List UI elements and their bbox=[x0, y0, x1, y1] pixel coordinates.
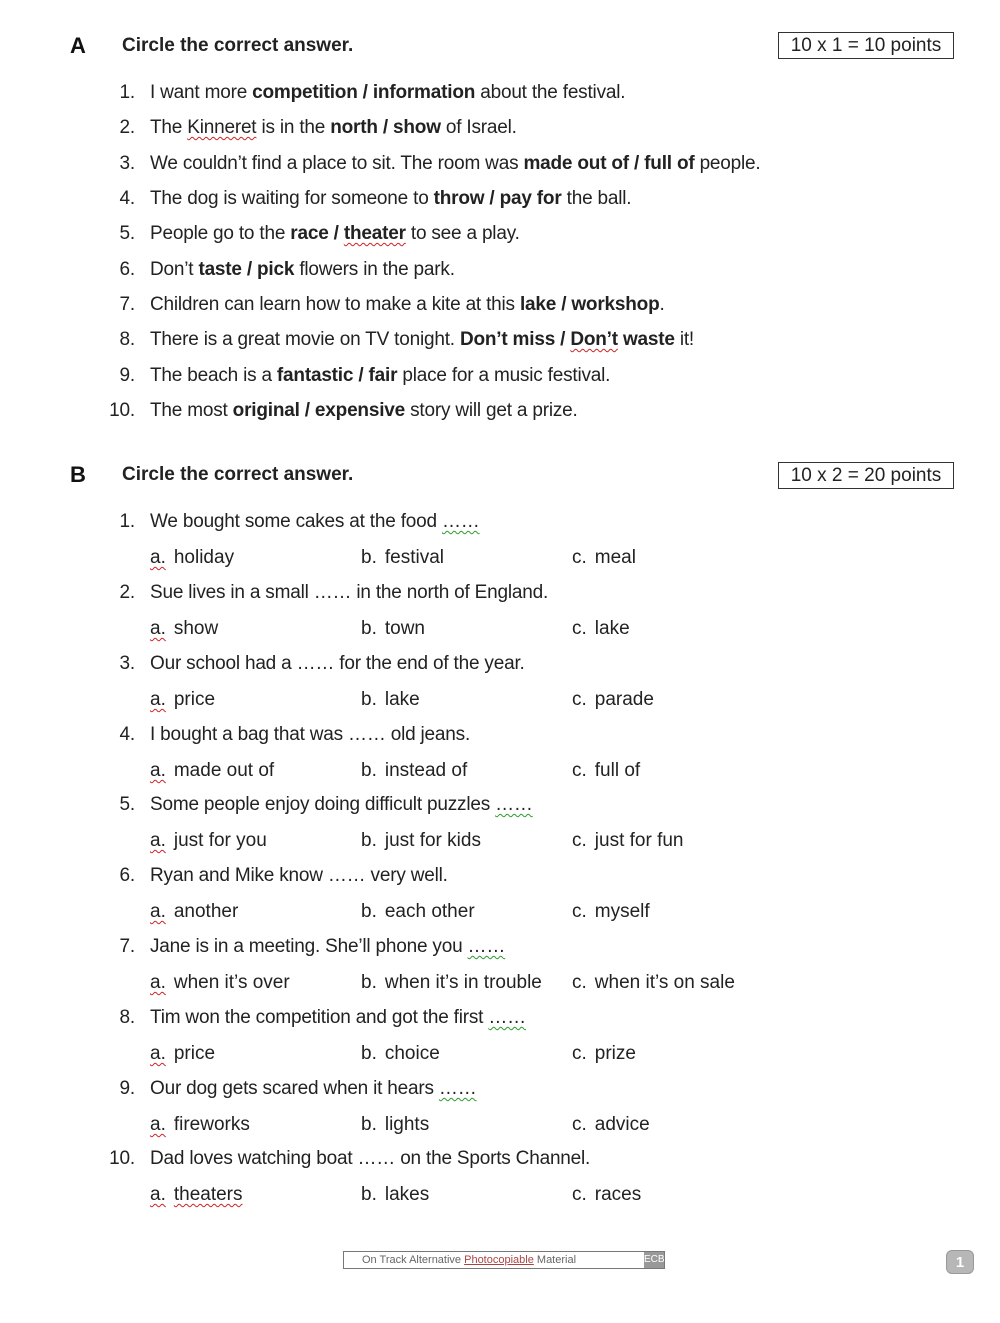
option-text: lake bbox=[594, 618, 630, 639]
option-text: lake bbox=[384, 689, 420, 710]
option-a[interactable] bbox=[150, 760, 274, 782]
option-text: instead of bbox=[384, 760, 468, 781]
question-number: 4. bbox=[119, 188, 135, 209]
question-stem: Jane is in a meeting. She’ll phone you bbox=[150, 936, 468, 957]
answer-blank: …… bbox=[296, 653, 335, 674]
text-before: I want more bbox=[150, 82, 253, 103]
option-letter: c. bbox=[572, 689, 587, 710]
question-text bbox=[150, 400, 578, 422]
question-text bbox=[150, 223, 520, 245]
text-middle: is in the bbox=[256, 117, 331, 138]
text-after: to see a play. bbox=[405, 223, 520, 244]
question-stem: Tim won the competition and got the first bbox=[150, 1007, 489, 1028]
answer-choices[interactable]: Don’t miss / bbox=[459, 329, 571, 350]
option-letter: b. bbox=[361, 1043, 377, 1064]
question-text bbox=[150, 794, 533, 816]
footer-text: On Track Alternative bbox=[362, 1254, 465, 1266]
question-stem: Some people enjoy doing difficult puzzles bbox=[150, 794, 496, 815]
option-a[interactable] bbox=[150, 901, 238, 923]
option-letter: a. bbox=[150, 830, 166, 851]
question-stem: Dad loves watching boat bbox=[150, 1148, 358, 1169]
text-before: The dog is waiting for someone to bbox=[150, 188, 434, 209]
text-before: Don’t bbox=[150, 259, 199, 280]
question-stem: We bought some cakes at the food bbox=[150, 511, 442, 532]
text-after: it! bbox=[674, 329, 695, 350]
question-number: 2. bbox=[119, 582, 135, 603]
footer-material: Material bbox=[533, 1254, 577, 1266]
option-text: just for kids bbox=[384, 830, 481, 851]
text-after: the ball. bbox=[561, 188, 632, 209]
question-text bbox=[150, 1078, 477, 1100]
text-before: There is a great movie on TV tonight. bbox=[150, 329, 460, 350]
option-b[interactable] bbox=[361, 830, 481, 852]
option-c[interactable] bbox=[572, 547, 636, 569]
option-text: full of bbox=[594, 760, 641, 781]
option-a[interactable] bbox=[150, 972, 290, 994]
section-a-title: Circle the correct answer. bbox=[122, 35, 354, 56]
option-text: when it’s over bbox=[173, 972, 290, 993]
option-text: lights bbox=[384, 1114, 430, 1135]
answer-choices[interactable]: north / show bbox=[330, 117, 441, 138]
option-c[interactable] bbox=[572, 1043, 636, 1065]
option-text: each other bbox=[384, 901, 475, 922]
option-letter: c. bbox=[572, 901, 587, 922]
question-tail: on the Sports Channel. bbox=[395, 1148, 591, 1169]
option-text: made out of bbox=[173, 760, 275, 781]
option-c[interactable] bbox=[572, 618, 630, 640]
option-letter: a. bbox=[150, 689, 166, 710]
option-letter: a. bbox=[150, 1043, 166, 1064]
question-number: 5. bbox=[119, 794, 135, 815]
option-text: show bbox=[173, 618, 219, 639]
answer-choice-marked[interactable]: Don’t bbox=[570, 329, 618, 350]
question-text bbox=[150, 1007, 526, 1029]
question-text bbox=[150, 82, 625, 104]
answer-choices[interactable]: race / bbox=[290, 223, 344, 244]
question-tail: old jeans. bbox=[385, 724, 471, 745]
question-stem: I bought a bag that was bbox=[150, 724, 349, 745]
option-text: festival bbox=[384, 547, 444, 568]
answer-choices[interactable]: throw / pay for bbox=[433, 188, 562, 209]
option-c[interactable] bbox=[572, 1114, 650, 1136]
option-text: just for you bbox=[173, 830, 267, 851]
option-c[interactable] bbox=[572, 760, 640, 782]
option-b[interactable] bbox=[361, 972, 542, 994]
answer-choices[interactable]: fantastic / fair bbox=[276, 365, 398, 386]
option-letter: b. bbox=[361, 1114, 377, 1135]
option-c[interactable] bbox=[572, 830, 684, 852]
section-b-title: Circle the correct answer. bbox=[122, 464, 354, 485]
option-text: just for fun bbox=[594, 830, 684, 851]
question-text bbox=[150, 865, 448, 887]
text-after: people. bbox=[694, 153, 761, 174]
option-letter: b. bbox=[361, 830, 377, 851]
answer-blank: …… bbox=[467, 936, 506, 957]
option-c[interactable] bbox=[572, 1184, 641, 1206]
option-letter: b. bbox=[361, 760, 377, 781]
text-after: place for a music festival. bbox=[397, 365, 611, 386]
question-text bbox=[150, 117, 517, 139]
question-number: 1. bbox=[119, 511, 135, 532]
section-b-points: 10 x 2 = 20 points bbox=[778, 462, 954, 489]
option-text: parade bbox=[594, 689, 654, 710]
question-number: 3. bbox=[119, 653, 135, 674]
option-letter: b. bbox=[361, 689, 377, 710]
option-c[interactable] bbox=[572, 901, 650, 923]
text-before: We couldn’t find a place to sit. The room was bbox=[150, 153, 524, 174]
question-number: 8. bbox=[119, 1007, 135, 1028]
answer-choices[interactable]: made out of / full of bbox=[523, 153, 695, 174]
answer-blank: …… bbox=[327, 865, 366, 886]
answer-choices[interactable]: competition / information bbox=[252, 82, 476, 103]
text-before: The most bbox=[150, 400, 233, 421]
question-text bbox=[150, 188, 631, 210]
answer-blank: …… bbox=[438, 1078, 477, 1099]
option-a[interactable] bbox=[150, 1114, 250, 1136]
option-text: advice bbox=[594, 1114, 650, 1135]
text-before: The beach is a bbox=[150, 365, 277, 386]
answer-blank: …… bbox=[441, 511, 480, 532]
question-tail: for the end of the year. bbox=[334, 653, 525, 674]
option-text: price bbox=[173, 689, 216, 710]
question-stem: Ryan and Mike know bbox=[150, 865, 328, 886]
question-number: 7. bbox=[119, 936, 135, 957]
answer-blank: …… bbox=[313, 582, 352, 603]
option-text: lakes bbox=[384, 1184, 430, 1205]
option-text: when it’s in trouble bbox=[384, 972, 542, 993]
question-text bbox=[150, 365, 610, 387]
question-text bbox=[150, 582, 548, 604]
option-a[interactable] bbox=[150, 689, 215, 711]
option-letter: b. bbox=[361, 1184, 377, 1205]
option-text: theaters bbox=[173, 1184, 243, 1205]
option-letter: c. bbox=[572, 1043, 587, 1064]
option-text: races bbox=[594, 1184, 642, 1205]
answer-choice-marked[interactable]: theater bbox=[343, 223, 406, 244]
option-text: prize bbox=[594, 1043, 636, 1064]
question-number: 3. bbox=[119, 153, 135, 174]
question-stem: Our dog gets scared when it hears bbox=[150, 1078, 439, 1099]
option-text: price bbox=[173, 1043, 216, 1064]
option-text: choice bbox=[384, 1043, 440, 1064]
answer-choices[interactable]: original / expensive bbox=[232, 400, 406, 421]
question-text bbox=[150, 936, 505, 958]
answer-blank: …… bbox=[348, 724, 386, 745]
question-text bbox=[150, 511, 480, 533]
text-before: The bbox=[150, 117, 188, 138]
option-text: when it’s on sale bbox=[594, 972, 735, 993]
question-tail: very well. bbox=[365, 865, 448, 886]
option-text: holiday bbox=[173, 547, 235, 568]
option-letter: a. bbox=[150, 760, 166, 781]
question-text bbox=[150, 724, 470, 746]
option-letter: b. bbox=[361, 901, 377, 922]
question-number: 1. bbox=[119, 82, 135, 103]
option-letter: a. bbox=[150, 901, 166, 922]
misspelled-word: Kinneret bbox=[187, 117, 257, 138]
text-before: Children can learn how to make a kite at this bbox=[150, 294, 520, 315]
option-letter: a. bbox=[150, 547, 166, 568]
question-number: 2. bbox=[119, 117, 135, 138]
answer-choices[interactable]: taste / pick bbox=[198, 259, 295, 280]
question-number: 4. bbox=[119, 724, 135, 745]
text-after: story will get a prize. bbox=[405, 400, 578, 421]
option-letter: a. bbox=[150, 1184, 166, 1205]
answer-blank: …… bbox=[488, 1007, 526, 1028]
option-letter: c. bbox=[572, 760, 587, 781]
question-text bbox=[150, 153, 761, 175]
answer-choices[interactable]: lake / workshop bbox=[519, 294, 660, 315]
question-number: 9. bbox=[119, 1078, 135, 1099]
option-letter: a. bbox=[150, 618, 166, 639]
option-b[interactable] bbox=[361, 1043, 440, 1065]
answer-choices-end[interactable]: waste bbox=[617, 329, 675, 350]
footer-copyright bbox=[343, 1251, 665, 1269]
option-a[interactable] bbox=[150, 1043, 215, 1065]
option-b[interactable] bbox=[361, 901, 475, 923]
question-number: 9. bbox=[119, 365, 135, 386]
option-letter: b. bbox=[361, 972, 377, 993]
option-a[interactable] bbox=[150, 830, 267, 852]
option-letter: c. bbox=[572, 1114, 587, 1135]
publisher-logo: ECB bbox=[644, 1252, 664, 1268]
option-letter: b. bbox=[361, 618, 377, 639]
option-text: town bbox=[384, 618, 425, 639]
option-letter: c. bbox=[572, 1184, 587, 1205]
question-text bbox=[150, 653, 525, 675]
question-tail: in the north of England. bbox=[351, 582, 549, 603]
question-text bbox=[150, 259, 455, 281]
option-b[interactable] bbox=[361, 618, 425, 640]
question-text bbox=[150, 294, 665, 316]
option-letter: c. bbox=[572, 618, 587, 639]
option-b[interactable] bbox=[361, 1114, 429, 1136]
option-b[interactable] bbox=[361, 689, 420, 711]
option-text: meal bbox=[594, 547, 636, 568]
text-after: . bbox=[659, 294, 665, 315]
question-number: 5. bbox=[119, 223, 135, 244]
question-stem: Our school had a bbox=[150, 653, 297, 674]
question-text bbox=[150, 1148, 590, 1170]
option-a[interactable] bbox=[150, 1184, 243, 1206]
option-b[interactable] bbox=[361, 760, 467, 782]
page-number-badge: 1 bbox=[946, 1250, 974, 1274]
option-a[interactable] bbox=[150, 547, 234, 569]
footer-photocopiable: Photocopiable bbox=[464, 1254, 534, 1266]
option-b[interactable] bbox=[361, 1184, 429, 1206]
option-a[interactable] bbox=[150, 618, 218, 640]
option-c[interactable] bbox=[572, 972, 735, 994]
answer-blank: …… bbox=[495, 794, 533, 815]
option-letter: c. bbox=[572, 972, 587, 993]
question-number: 6. bbox=[119, 259, 135, 280]
option-b[interactable] bbox=[361, 547, 444, 569]
text-before: People go to the bbox=[150, 223, 291, 244]
option-text: fireworks bbox=[173, 1114, 250, 1135]
option-letter: a. bbox=[150, 1114, 166, 1135]
text-after: of Israel. bbox=[440, 117, 517, 138]
text-after: flowers in the park. bbox=[294, 259, 455, 280]
section-a-points: 10 x 1 = 10 points bbox=[778, 32, 954, 59]
option-text: another bbox=[173, 901, 239, 922]
section-b-letter: B bbox=[70, 462, 86, 487]
question-number: 8. bbox=[119, 329, 135, 350]
option-letter: a. bbox=[150, 972, 166, 993]
question-text bbox=[150, 329, 694, 351]
section-a-letter: A bbox=[70, 33, 86, 58]
option-letter: c. bbox=[572, 547, 587, 568]
question-number: 10. bbox=[109, 1148, 135, 1169]
text-after: about the festival. bbox=[475, 82, 626, 103]
answer-blank: …… bbox=[357, 1148, 396, 1169]
option-c[interactable] bbox=[572, 689, 654, 711]
question-number: 7. bbox=[119, 294, 135, 315]
question-stem: Sue lives in a small bbox=[150, 582, 314, 603]
option-text: myself bbox=[594, 901, 650, 922]
option-letter: c. bbox=[572, 830, 587, 851]
option-letter: b. bbox=[361, 547, 377, 568]
question-number: 6. bbox=[119, 865, 135, 886]
question-number: 10. bbox=[109, 400, 135, 421]
